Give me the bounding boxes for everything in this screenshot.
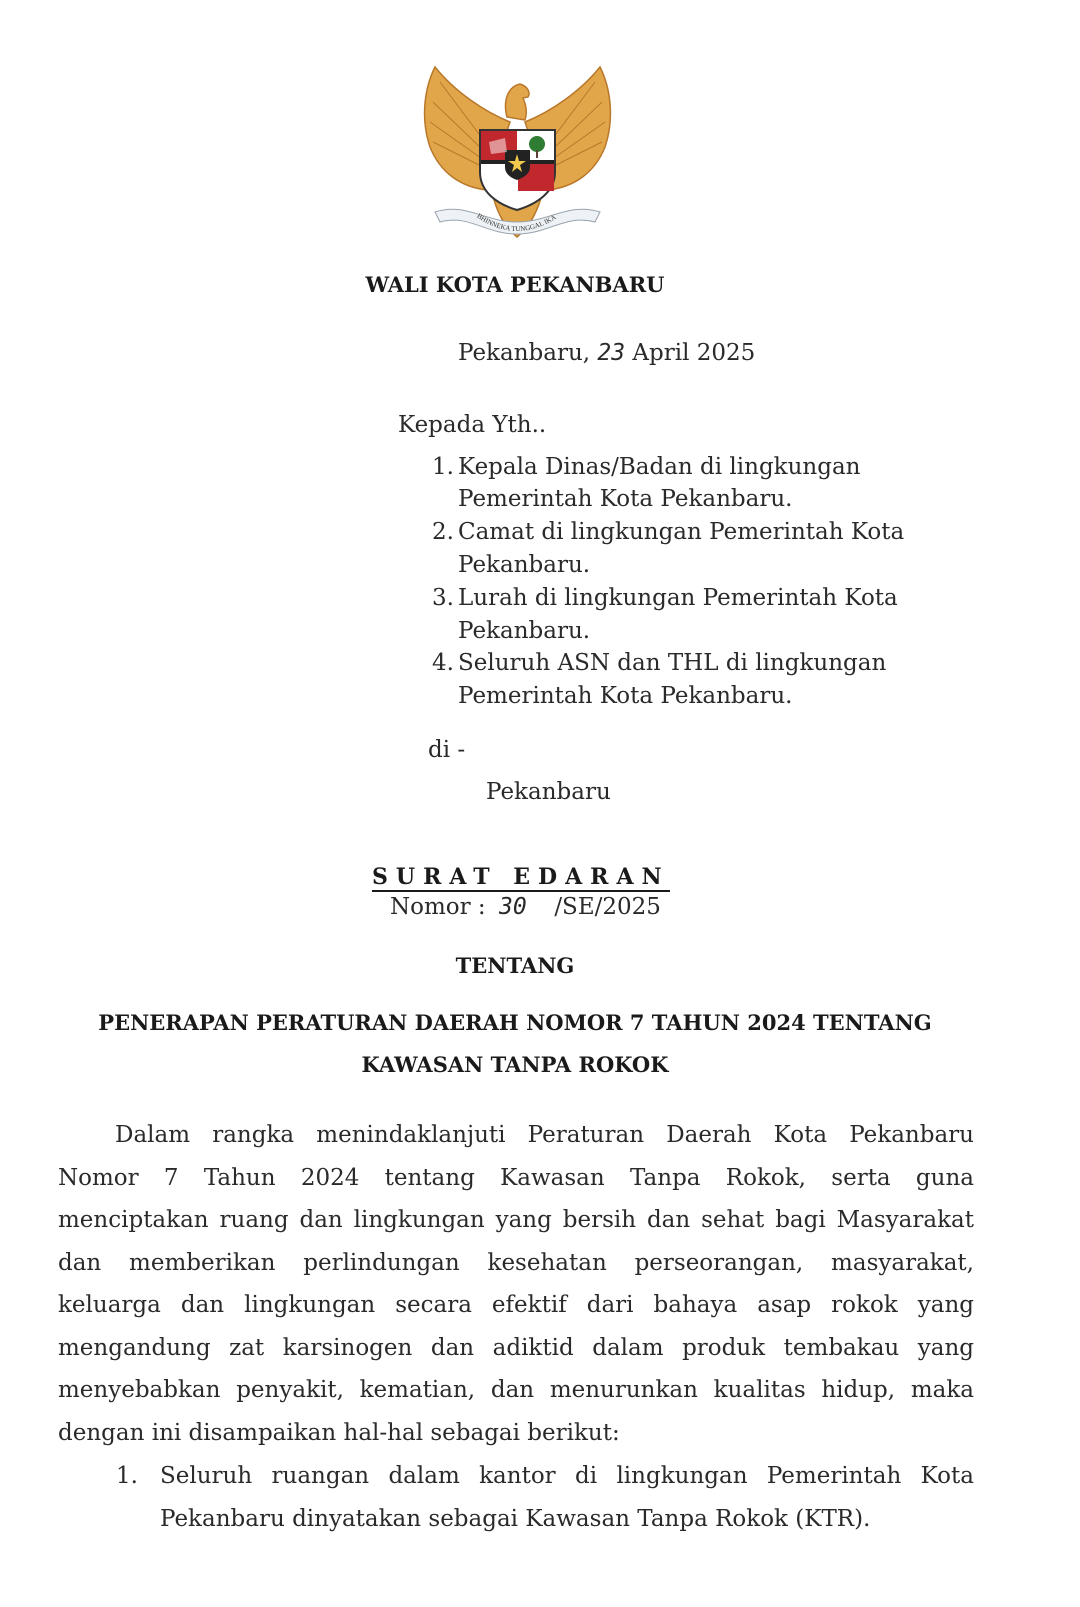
body-line: keluarga dan lingkungan secara efektif dari bahaya asap rokok yang	[58, 1292, 974, 1318]
number-value: 30	[499, 894, 527, 920]
garuda-emblem	[415, 62, 620, 257]
number-label: Nomor :	[390, 894, 486, 920]
body-line: dan memberikan perlindungan kesehatan perseorangan, masyarakat,	[58, 1250, 974, 1276]
recipient-number: 1.	[432, 454, 454, 480]
recipient-line: Camat di lingkungan Pemerintah Kota	[458, 519, 905, 545]
tentang-heading: TENTANG	[455, 953, 575, 978]
office-heading: WALI KOTA PEKANBARU	[365, 272, 665, 297]
garuda-emblem-icon	[415, 62, 620, 257]
date-place: Pekanbaru,	[458, 340, 591, 366]
date-line	[458, 340, 755, 366]
item-line: Seluruh ruangan dalam kantor di lingkungan Pemerintah Kota	[160, 1463, 974, 1489]
item-line: Pekanbaru dinyatakan sebagai Kawasan Tanpa Rokok (KTR).	[160, 1506, 871, 1532]
circular-title: SURAT EDARAN	[372, 864, 670, 890]
recipient-place: Pekanbaru	[486, 779, 611, 805]
body-line: dengan ini disampaikan hal-hal sebagai berikut:	[58, 1420, 620, 1446]
recipient-number: 3.	[432, 585, 454, 611]
body-line: Dalam rangka menindaklanjuti Peraturan Daerah Kota Pekanbaru	[115, 1122, 974, 1148]
date-day: 23	[597, 340, 626, 366]
subject-line-2: KAWASAN TANPA ROKOK	[361, 1052, 669, 1077]
di-label: di -	[428, 737, 466, 763]
recipient-line: Lurah di lingkungan Pemerintah Kota	[458, 585, 898, 611]
recipient-line: Seluruh ASN dan THL di lingkungan	[458, 650, 887, 676]
recipient-line: Pekanbaru.	[458, 552, 591, 578]
recipient-number: 2.	[432, 519, 454, 545]
recipient-line: Kepala Dinas/Badan di lingkungan	[458, 454, 861, 480]
body-line: menciptakan ruang dan lingkungan yang bersih dan sehat bagi Masyarakat	[58, 1207, 974, 1233]
recipient-line: Pemerintah Kota Pekanbaru.	[458, 486, 793, 512]
number-suffix: /SE/2025	[554, 894, 661, 920]
subject-line-1: PENERAPAN PERATURAN DAERAH NOMOR 7 TAHUN 2024 TENTANG	[98, 1010, 932, 1035]
item-number: 1.	[116, 1463, 138, 1489]
circular-number	[390, 894, 661, 920]
body-line: mengandung zat karsinogen dan adiktid dalam produk tembakau yang	[58, 1335, 974, 1361]
recipient-line: Pemerintah Kota Pekanbaru.	[458, 683, 793, 709]
salutation: Kepada Yth..	[398, 412, 547, 438]
body-line: menyebabkan penyakit, kematian, dan menurunkan kualitas hidup, maka	[58, 1377, 974, 1403]
recipient-number: 4.	[432, 650, 454, 676]
emblem-motto: BHINNEKA TUNGGAL IKA	[475, 211, 558, 234]
date-month-year: April 2025	[632, 340, 756, 366]
body-line: Nomor 7 Tahun 2024 tentang Kawasan Tanpa Rokok, serta guna	[58, 1165, 974, 1191]
recipient-line: Pekanbaru.	[458, 618, 591, 644]
